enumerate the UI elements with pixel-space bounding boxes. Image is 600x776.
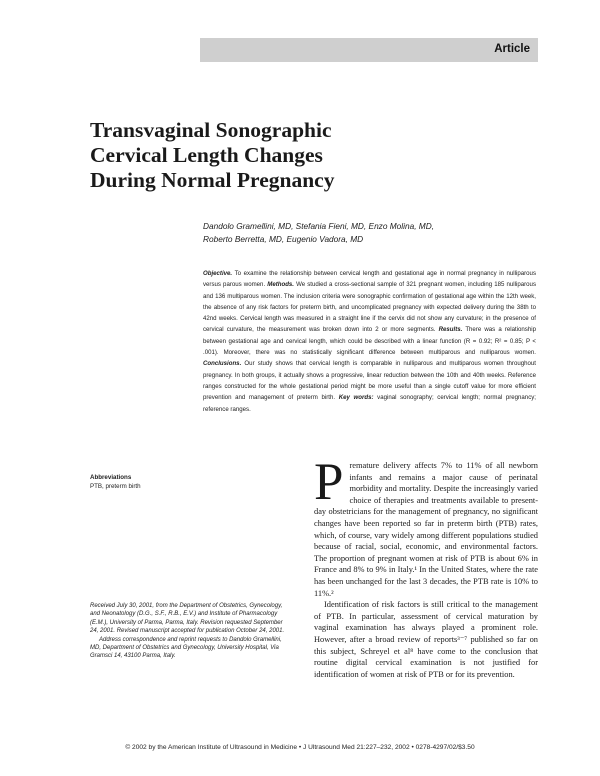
received-text: Received July 30, 2001, from the Department of Obstetrics, Gynecology, and Neonatology (D.G., S.F., R.B., E.V.) and Institute of Pharmacology (E.M.), University of Parma, Parma, Italy. Revision requested September 24, 2001. Revised manuscript accepted for publication October 24, 2001. — [90, 603, 285, 635]
results-label: Results. — [438, 326, 463, 334]
abbreviations-heading: Abbreviations — [90, 474, 132, 481]
keywords-label: Key words: — [338, 394, 374, 402]
title-line-3: During Normal Pregnancy — [90, 168, 335, 192]
results-text: There was a relationship between gestational age and cervical length, which could be described with a linear function (R = 0.92; R² = 0.85; P < .001). Moreover, there was no statistically significant difference between multiparous and nulliparous women. — [203, 326, 536, 357]
body-text — [314, 453, 538, 680]
title-line-2: Cervical Length Changes — [90, 143, 323, 167]
objective-label: Objective. — [203, 270, 233, 277]
page-footer: © 2002 by the American Institute of Ultrasound in Medicine • J Ultrasound Med 21:227–232, 2002 • 0278-4297/02/$3.50 — [125, 744, 475, 751]
body-paragraph-1: remature delivery affects 7% to 11% of all newborn infants and remains a major cause of perinatal morbidity and mortality. Despite the increasingly varied choice of therapies and treatments available to present-day obstetricians for the management of pregnancy, no significant changes have been reported so far in preterm birth (PTB) rates, which, of course, vary widely among different populations studied because of racial, social, economic, and environmental factors. The proportion of pregnant women at risk of PTB is about 6% in France and 8% to 9% in Italy.¹ In the United States, where the rate has been unchanged for the last 3 decades, the PTB rate is 10% to 11%.² — [314, 461, 538, 598]
keywords-text: vaginal sonography; cervical length; normal pregnancy; reference ranges. — [203, 394, 536, 413]
article-title — [90, 118, 420, 193]
conclusions-label: Conclusions. — [203, 360, 242, 368]
abbreviations-text: PTB, preterm birth — [90, 482, 141, 490]
drop-cap: P — [314, 453, 344, 511]
authors-line-1: Dandolo Gramellini, MD, Stefania Fieni, MD, Enzo Molina, MD, — [203, 221, 435, 231]
received-note — [90, 602, 290, 661]
title-line-1: Transvaginal Sonographic — [90, 118, 332, 142]
header-bar — [200, 38, 538, 62]
objective-text: To examine the relationship between cervical length and gestational age in normal pregnancy in nulliparous versus parous women. — [203, 270, 536, 289]
conclusions-text: Our study shows that cervical length is comparable in nulliparous and multiparous women throughout pregnancy. In both groups, it actually shows a progressive, linear reduction between the 10th and 40th weeks. Reference ranges constructed for the whole gestational period might be more useful than a single cutoff value for more efficient prevention and management of preterm birth. — [203, 360, 536, 402]
methods-label: Methods. — [267, 281, 294, 289]
body-paragraph-2: Identification of risk factors is still critical to the management of PTB. In particular, assessment of cervical maturation by vaginal examination has always played a prominent role. However, after a broad review of reports³⁻⁷ published so far on this subject, Schreyel et al⁸ have come to the conclusion that routine digital cervical examination is not justified for identification of women at risk of PTB or for its prevention. — [314, 600, 538, 679]
abbreviations-box — [90, 474, 200, 491]
abstract — [203, 268, 536, 415]
author-list — [203, 220, 523, 245]
authors-line-2: Roberto Berretta, MD, Eugenio Vadora, MD — [203, 233, 364, 244]
methods-text: We studied a cross-sectional sample of 321 pregnant women, including 185 nulliparous and 136 multiparous women. The inclusion criteria were sonographic confirmation of gestational age within the 12th week, the absence of any risk factors for preterm birth, and uncomplicated pregnancy with expected delivery during the 38th to 42nd weeks. Cervical length was measured in a straight line if the cervix did not show any curvature; in the presence of cervical curvature, the measurement was broken down into 2 or more segments. — [203, 281, 536, 334]
section-label: Article — [494, 43, 530, 55]
correspondence-text: Address correspondence and reprint requests to Dandolo Gramellini, MD, Department of Obstetrics and Gynecology, University Hospital, Via Gramsci 14, 43100 Parma, Italy. — [90, 636, 282, 660]
